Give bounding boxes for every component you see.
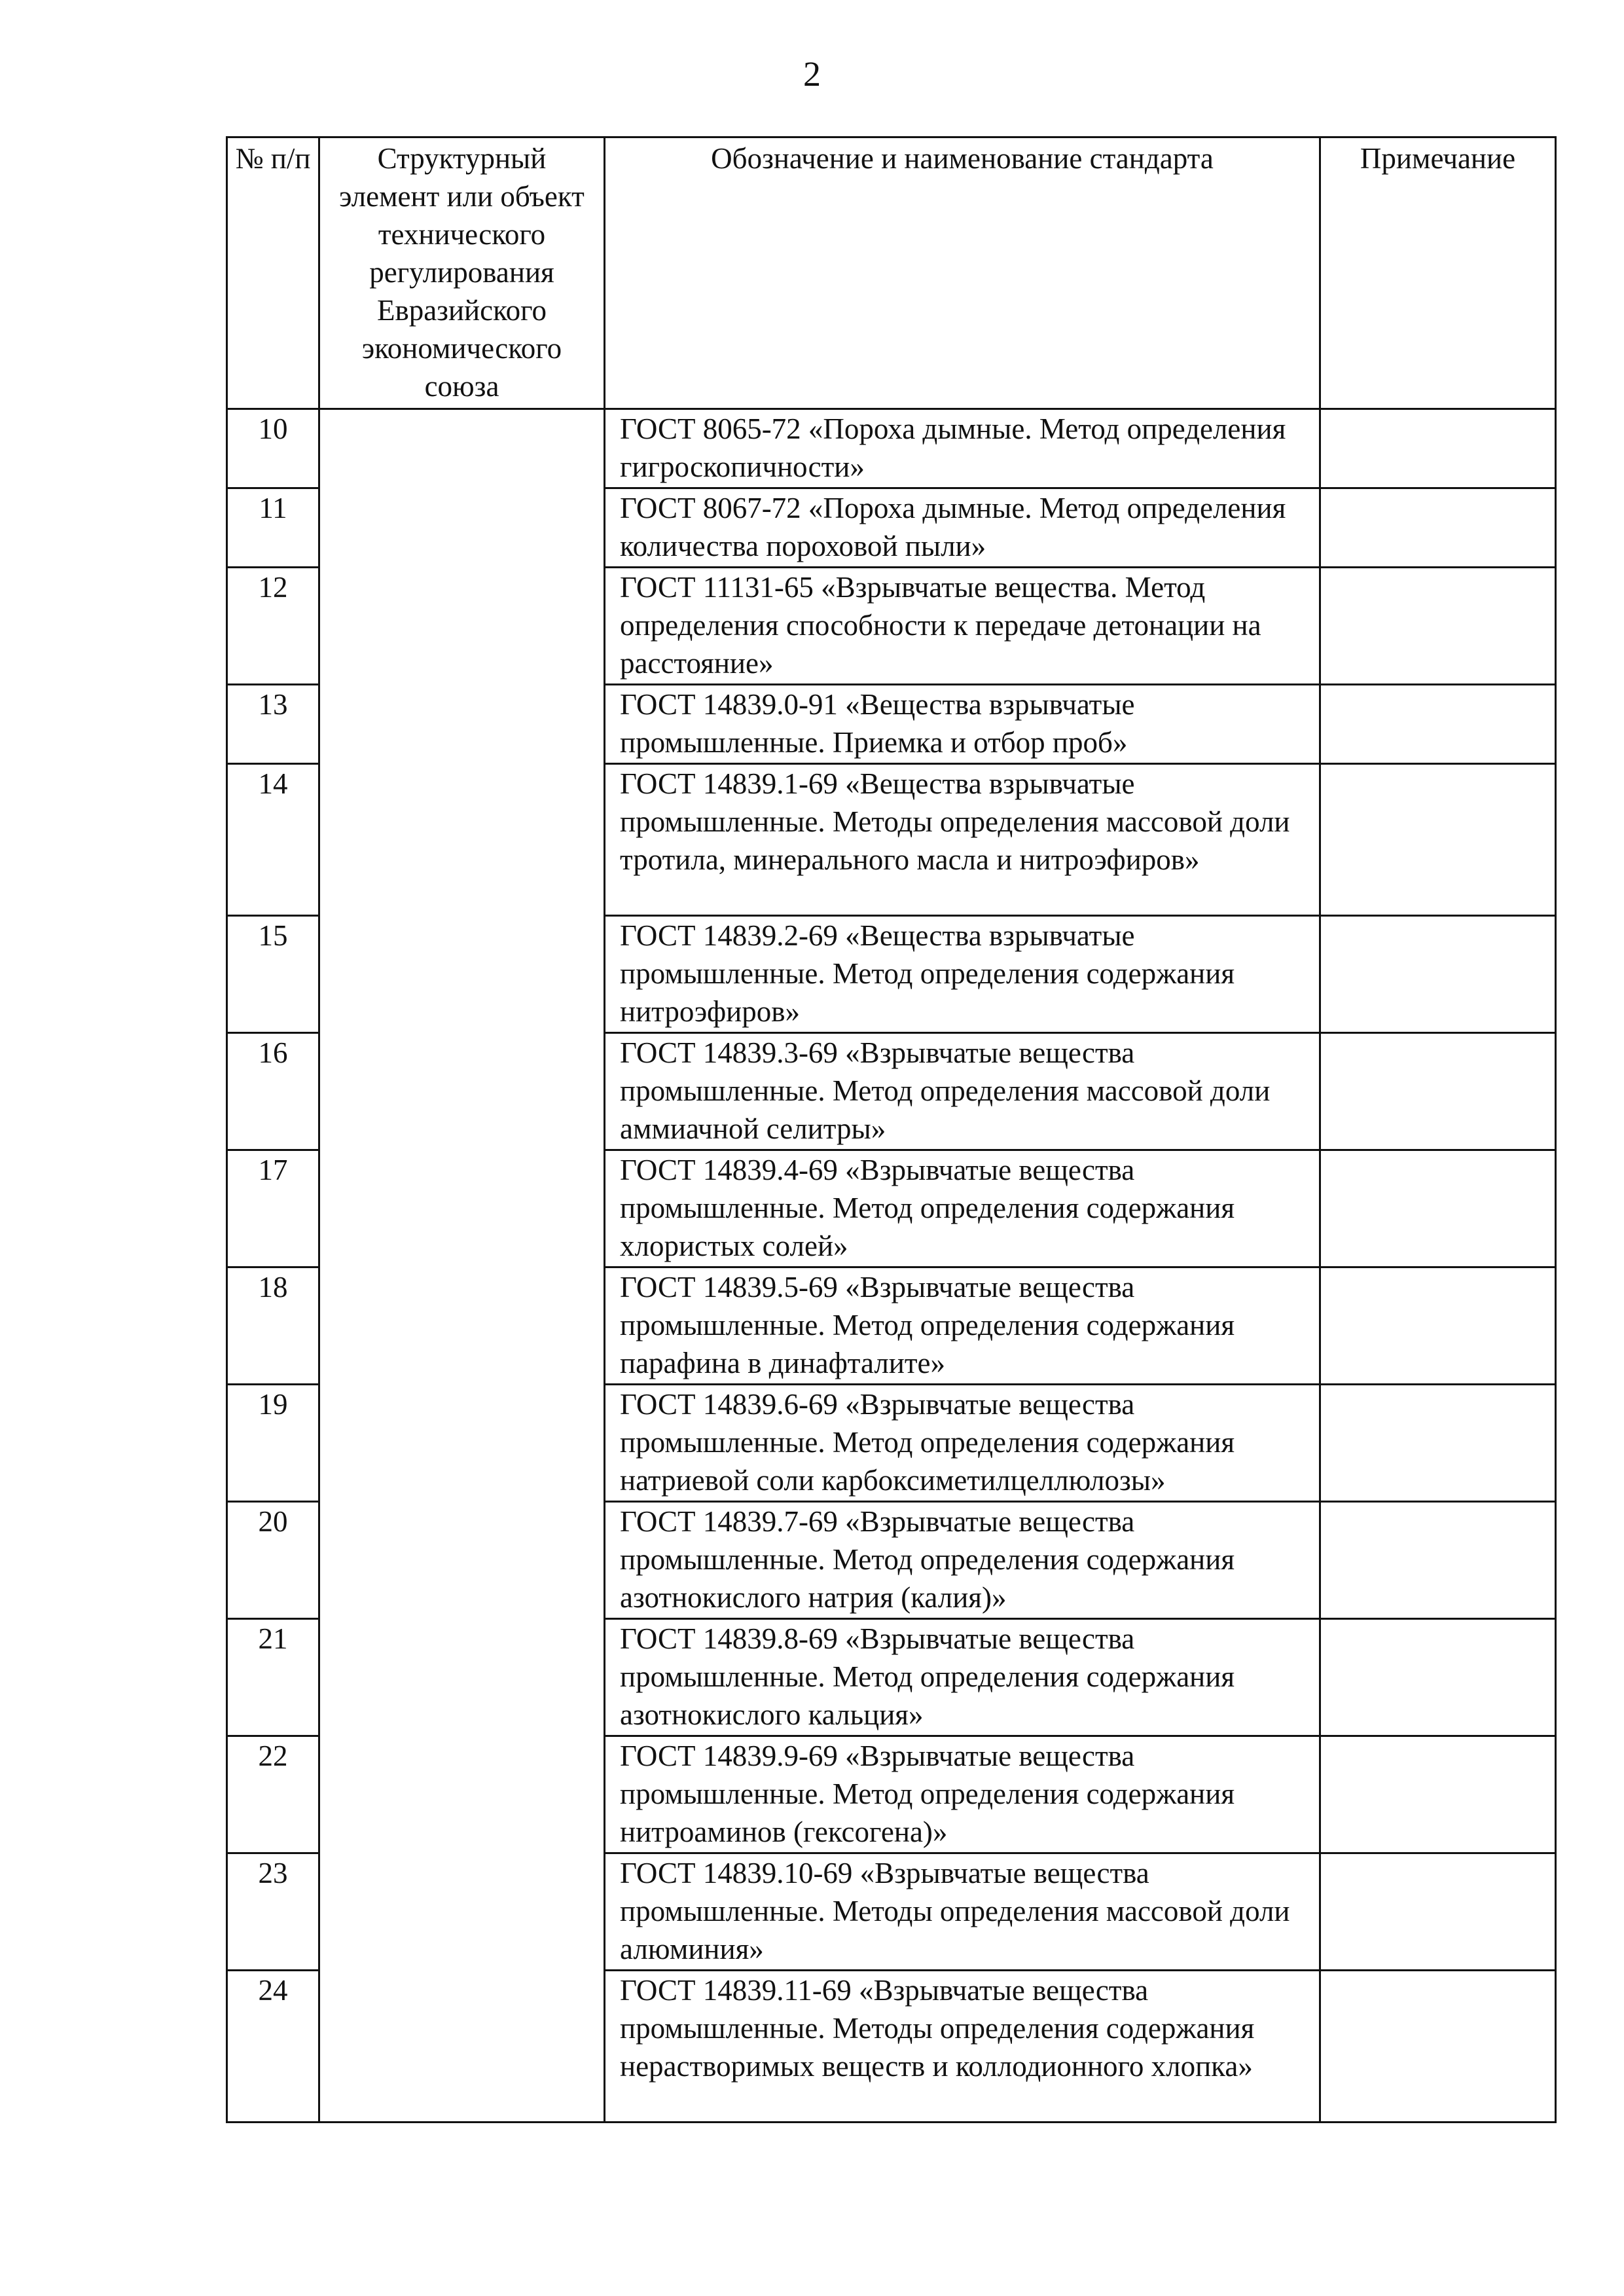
row-standard: ГОСТ 14839.2-69 «Вещества взрывчатые промышленные. Метод определения содержания нитроэфиров» xyxy=(605,916,1320,1033)
row-note xyxy=(1320,568,1556,685)
row-note xyxy=(1320,1385,1556,1502)
header-standard: Обозначение и наименование стандарта xyxy=(605,137,1320,409)
row-note xyxy=(1320,1619,1556,1736)
standards-table xyxy=(226,136,1557,2123)
row-num: 16 xyxy=(227,1033,319,1150)
table-row xyxy=(227,409,1556,488)
row-standard: ГОСТ 14839.3-69 «Взрывчатые вещества промышленные. Метод определения массовой доли аммиачной селитры» xyxy=(605,1033,1320,1150)
row-standard: ГОСТ 14839.11-69 «Взрывчатые вещества промышленные. Методы определения содержания нерастворимых веществ и коллодионного хлопка» xyxy=(605,1971,1320,2123)
row-num: 14 xyxy=(227,764,319,916)
table-header-row xyxy=(227,137,1556,409)
structural-element-cell xyxy=(319,409,605,2123)
row-num: 13 xyxy=(227,685,319,764)
row-num: 19 xyxy=(227,1385,319,1502)
row-standard: ГОСТ 8067-72 «Пороха дымные. Метод определения количества пороховой пыли» xyxy=(605,488,1320,568)
row-standard: ГОСТ 11131-65 «Взрывчатые вещества. Метод определения способности к передаче детонации на расстояние» xyxy=(605,568,1320,685)
header-element: Структурный элемент или объект технического регулирования Евразийского экономического союза xyxy=(319,137,605,409)
row-note xyxy=(1320,488,1556,568)
row-standard: ГОСТ 8065-72 «Пороха дымные. Метод определения гигроскопичности» xyxy=(605,409,1320,488)
row-num: 17 xyxy=(227,1150,319,1267)
row-note xyxy=(1320,685,1556,764)
row-standard: ГОСТ 14839.0-91 «Вещества взрывчатые промышленные. Приемка и отбор проб» xyxy=(605,685,1320,764)
row-note xyxy=(1320,409,1556,488)
row-num: 20 xyxy=(227,1502,319,1619)
row-standard: ГОСТ 14839.6-69 «Взрывчатые вещества промышленные. Метод определения содержания натриевой соли карбоксиметилцеллюлозы» xyxy=(605,1385,1320,1502)
row-note xyxy=(1320,1502,1556,1619)
row-note xyxy=(1320,1971,1556,2123)
row-note xyxy=(1320,764,1556,916)
row-standard: ГОСТ 14839.1-69 «Вещества взрывчатые промышленные. Методы определения массовой доли тротила, минерального масла и нитроэфиров» xyxy=(605,764,1320,916)
row-num: 10 xyxy=(227,409,319,488)
row-num: 12 xyxy=(227,568,319,685)
row-standard: ГОСТ 14839.10-69 «Взрывчатые вещества промышленные. Методы определения массовой доли алюминия» xyxy=(605,1853,1320,1971)
row-standard: ГОСТ 14839.7-69 «Взрывчатые вещества промышленные. Метод определения содержания азотнокислого натрия (калия)» xyxy=(605,1502,1320,1619)
row-num: 15 xyxy=(227,916,319,1033)
row-num: 24 xyxy=(227,1971,319,2123)
row-standard: ГОСТ 14839.8-69 «Взрывчатые вещества промышленные. Метод определения содержания азотнокислого кальция» xyxy=(605,1619,1320,1736)
row-num: 21 xyxy=(227,1619,319,1736)
row-standard: ГОСТ 14839.5-69 «Взрывчатые вещества промышленные. Метод определения содержания парафина в динафталите» xyxy=(605,1267,1320,1385)
row-note xyxy=(1320,916,1556,1033)
row-num: 11 xyxy=(227,488,319,568)
row-standard: ГОСТ 14839.4-69 «Взрывчатые вещества промышленные. Метод определения содержания хлористых солей» xyxy=(605,1150,1320,1267)
row-standard: ГОСТ 14839.9-69 «Взрывчатые вещества промышленные. Метод определения содержания нитроаминов (гексогена)» xyxy=(605,1736,1320,1853)
row-num: 23 xyxy=(227,1853,319,1971)
row-note xyxy=(1320,1150,1556,1267)
row-note xyxy=(1320,1736,1556,1853)
row-num: 18 xyxy=(227,1267,319,1385)
row-note xyxy=(1320,1267,1556,1385)
row-note xyxy=(1320,1033,1556,1150)
header-note: Примечание xyxy=(1320,137,1556,409)
header-num: № п/п xyxy=(227,137,319,409)
row-note xyxy=(1320,1853,1556,1971)
row-num: 22 xyxy=(227,1736,319,1853)
page-number: 2 xyxy=(803,54,821,94)
